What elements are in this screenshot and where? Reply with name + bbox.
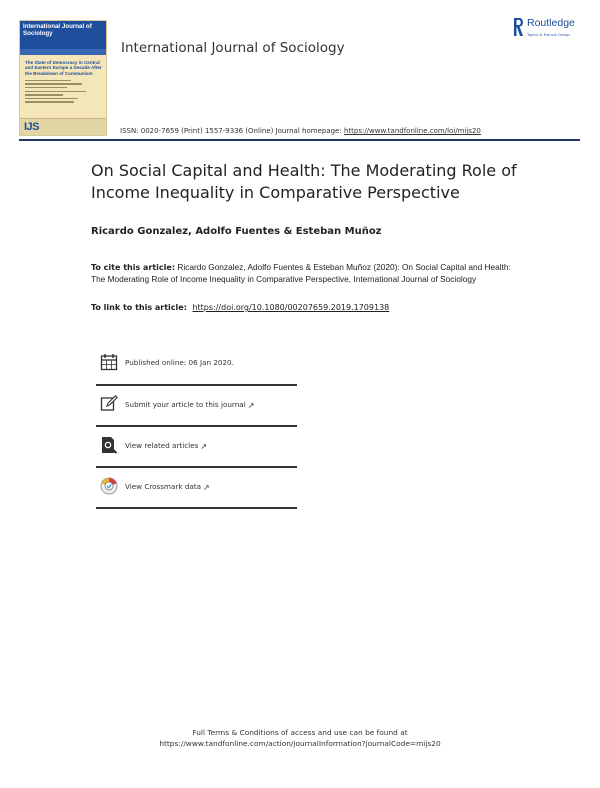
publisher-tagline: Taylor & Francis Group — [527, 32, 570, 37]
doi-link[interactable]: https://doi.org/10.1080/00207659.2019.1709138 — [192, 303, 390, 312]
link-label: To link to this article: — [91, 303, 187, 312]
publisher-logo — [512, 17, 592, 45]
journal-homepage-link[interactable]: https://www.tandfonline.com/loi/mijs20 — [343, 127, 481, 135]
row-divider — [96, 507, 297, 509]
external-link-icon: ↗ — [200, 442, 208, 451]
cover-logo: IJS — [24, 121, 40, 133]
published-online-row — [96, 344, 297, 385]
issn-line — [120, 127, 481, 135]
cover-footer — [20, 118, 106, 135]
cite-label: To cite this article: — [91, 263, 176, 272]
external-link-icon: ↗ — [247, 401, 255, 410]
published-date: Published online: 06 Jan 2020. — [125, 358, 234, 367]
article-authors: Ricardo Gonzalez, Adolfo Fuentes & Esteban Muñoz — [91, 226, 382, 237]
submit-article-link[interactable]: Submit your article to this journal ↗ — [125, 400, 255, 410]
crossmark-row[interactable] — [96, 468, 297, 509]
routledge-icon — [512, 17, 524, 37]
related-articles-icon — [100, 436, 118, 454]
article-title: On Social Capital and Health: The Moderating Role of Income Inequality in Comparative Perspective — [91, 161, 517, 202]
crossmark-icon — [100, 477, 118, 495]
calendar-icon — [100, 353, 118, 371]
related-articles-row[interactable] — [96, 427, 297, 468]
journal-cover — [19, 20, 107, 136]
publisher-name: Routledge — [527, 17, 575, 29]
terms-text: Full Terms & Conditions of access and use can be found at — [192, 728, 408, 737]
cite-text: Ricardo Gonzalez, Adolfo Fuentes & Esteban Muñoz (2020): On Social Capital and Health: The Moderating Role of Income Inequality in Comparative Perspective, International Journal of Sociology — [91, 262, 511, 284]
submit-icon — [100, 395, 118, 413]
crossmark-link[interactable]: View Crossmark data ↗ — [125, 482, 210, 492]
external-link-icon: ↗ — [203, 483, 210, 492]
submit-article-row[interactable] — [96, 386, 297, 427]
citation-block — [91, 262, 511, 285]
header-divider — [19, 139, 580, 141]
cover-contents — [20, 76, 106, 103]
journal-name: International Journal of Sociology — [121, 40, 345, 56]
related-articles-link[interactable]: View related articles ↗ — [125, 441, 208, 451]
issn-text: ISSN: 0020-7659 (Print) 1557-9336 (Online) Journal homepage: — [120, 127, 342, 135]
terms-url[interactable]: https://www.tandfonline.com/action/journalInformation?journalCode=mijs20 — [159, 739, 441, 748]
article-link-line — [91, 303, 389, 312]
cover-article-teaser: The State of Democracy in Central and Eastern Europe a Decade After the Breakdown of Communism — [25, 60, 102, 76]
cover-journal-title: International Journal of Sociology — [20, 21, 106, 49]
